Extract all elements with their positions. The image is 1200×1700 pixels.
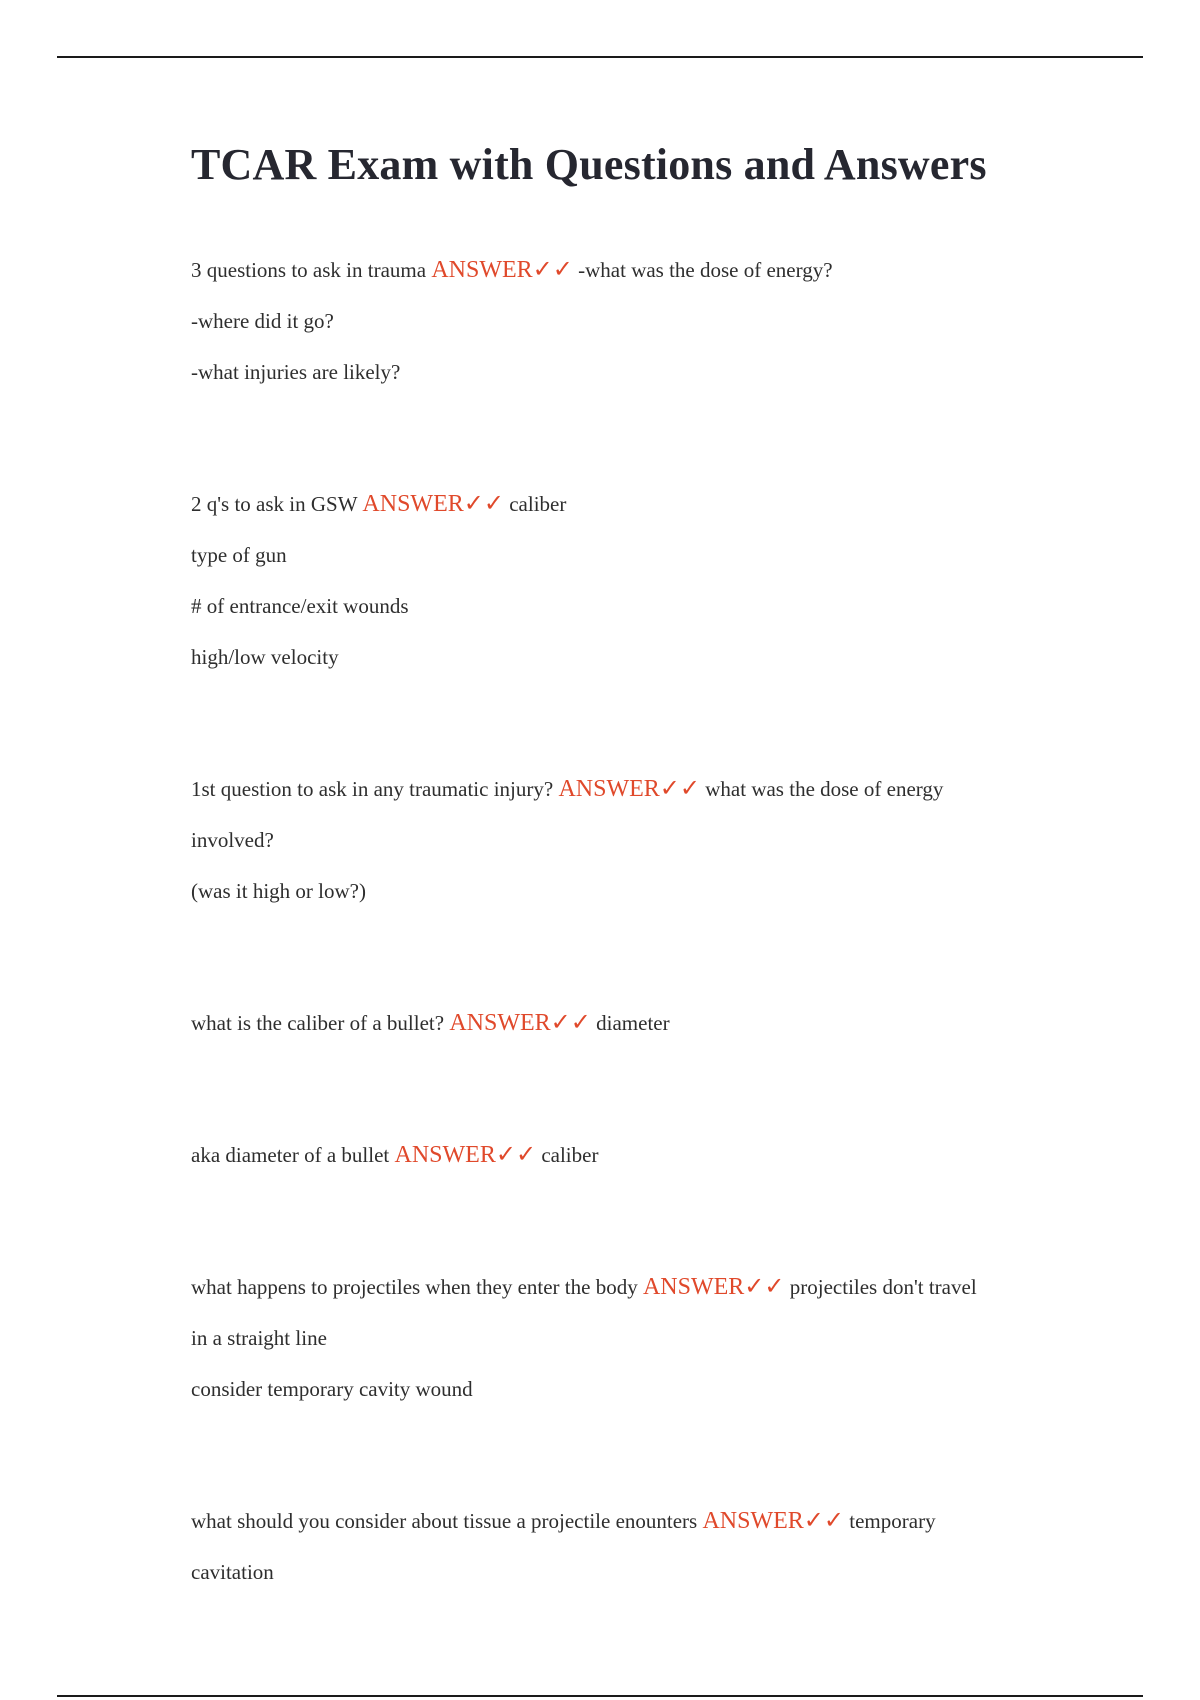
answer-extra-line: type of gun [191, 543, 287, 567]
qa-item [191, 481, 1071, 680]
document-page [191, 135, 1071, 1600]
answer-marker: ANSWER✓✓ [449, 1010, 591, 1036]
qa-item [191, 766, 1071, 914]
answer-continuation-line: in a straight line [191, 1326, 327, 1350]
answer-marker: ANSWER✓✓ [702, 1508, 845, 1534]
qa-item [191, 247, 1071, 395]
answer-text: diameter [596, 1011, 670, 1035]
bottom-rule [57, 1695, 1143, 1697]
question-text: 2 q's to ask in GSW [191, 492, 358, 516]
question-text: what should you consider about tissue a projectile enounters [191, 1509, 698, 1533]
answer-continuation-line: cavitation [191, 1560, 274, 1584]
answer-marker: ANSWER✓✓ [394, 1142, 537, 1168]
answer-text: caliber [509, 492, 567, 516]
qa-question-line [191, 247, 1071, 293]
answer-text: temporary [849, 1509, 936, 1533]
answer-continuation-line: involved? [191, 828, 274, 852]
qa-list [191, 247, 1071, 1595]
answer-text: caliber [541, 1143, 599, 1167]
answer-marker: ANSWER✓✓ [362, 491, 504, 517]
answer-text: what was the dose of energy [705, 777, 944, 801]
answer-text: -what was the dose of energy? [578, 258, 833, 282]
document-title: TCAR Exam with Questions and Answers [191, 140, 987, 189]
answer-text: projectiles don't travel [789, 1275, 977, 1299]
qa-item [191, 1132, 1071, 1178]
answer-extra-line: -what injuries are likely? [191, 360, 401, 384]
answer-extra-line: (was it high or low?) [191, 879, 366, 903]
top-rule [57, 56, 1143, 58]
qa-question-line [191, 1132, 1071, 1178]
question-text: 1st question to ask in any traumatic injury? [191, 777, 554, 801]
qa-item [191, 1498, 1071, 1595]
answer-extra-line: -where did it go? [191, 309, 334, 333]
qa-item [191, 1000, 1071, 1046]
qa-question-line [191, 1498, 1071, 1544]
question-text: what happens to projectiles when they enter the body [191, 1275, 638, 1299]
question-text: 3 questions to ask in trauma [191, 258, 427, 282]
qa-question-line [191, 1000, 1071, 1046]
qa-question-line [191, 1264, 1071, 1310]
question-text: aka diameter of a bullet [191, 1143, 390, 1167]
answer-extra-line: consider temporary cavity wound [191, 1377, 473, 1401]
answer-extra-line: # of entrance/exit wounds [191, 594, 409, 618]
answer-extra-line: high/low velocity [191, 645, 339, 669]
question-text: what is the caliber of a bullet? [191, 1011, 445, 1035]
answer-marker: ANSWER✓✓ [642, 1274, 785, 1300]
qa-question-line [191, 766, 1071, 812]
qa-question-line [191, 481, 1071, 527]
answer-marker: ANSWER✓✓ [431, 257, 573, 283]
answer-marker: ANSWER✓✓ [558, 776, 700, 802]
qa-item [191, 1264, 1071, 1412]
